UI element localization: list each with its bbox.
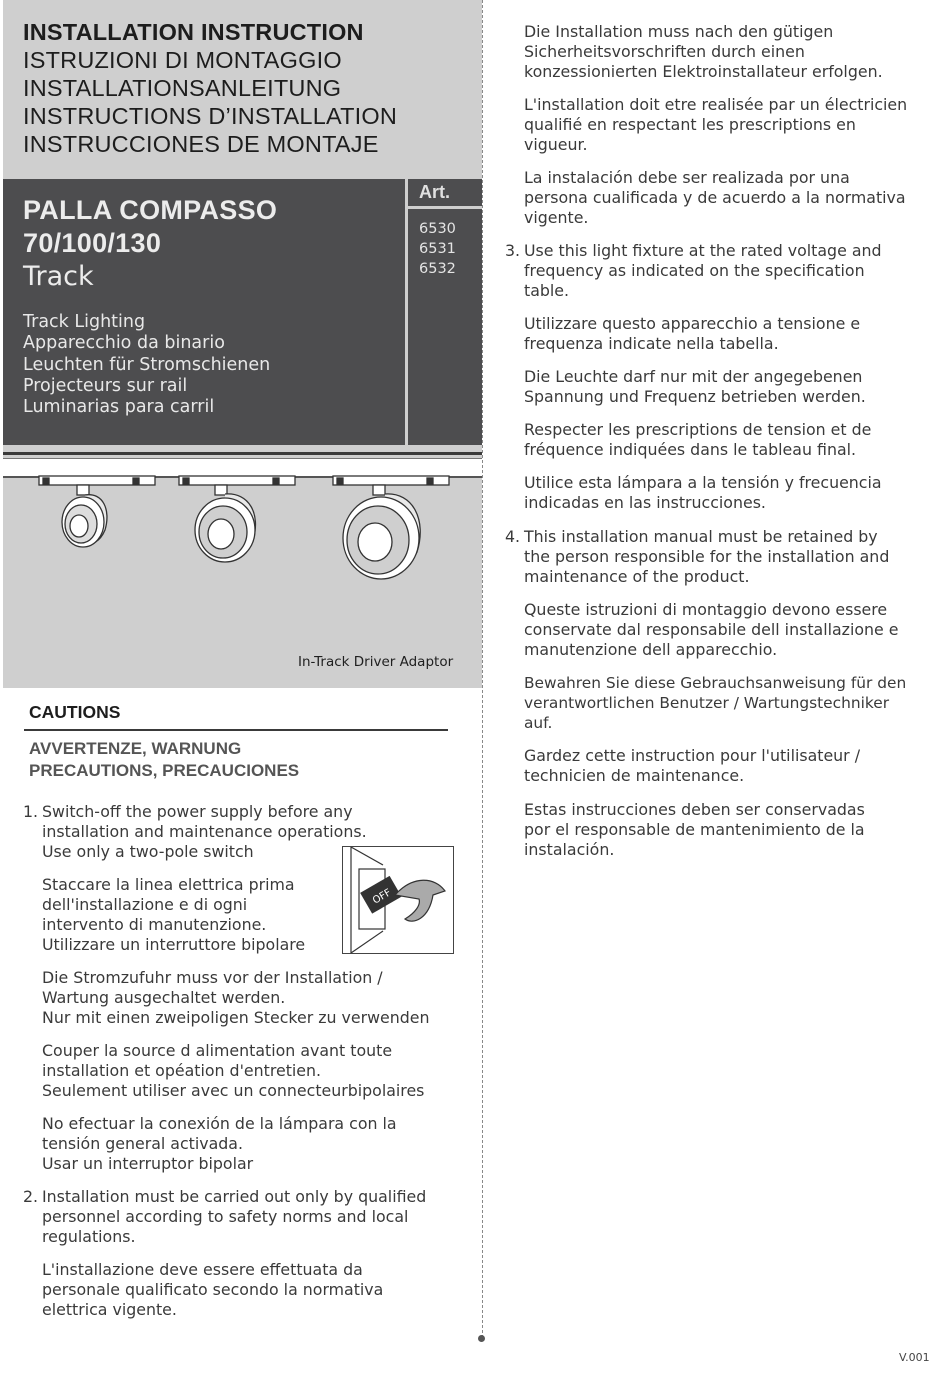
caution-paragraph [42, 802, 367, 862]
text-line: frequenza indicate nella tabella. [524, 334, 779, 353]
caution-paragraph [524, 473, 882, 513]
text-line: Gardez cette instruction pour l'utilisateur / [524, 746, 861, 765]
fixture-small [39, 476, 155, 547]
text-line: L'installation doit etre realisée par un électricien [524, 95, 908, 114]
text-line: Respecter les prescriptions de tension et de [524, 420, 872, 439]
caution-paragraph [42, 1041, 424, 1101]
product-name-line2: 70/100/130 [23, 228, 162, 258]
fixture-large [333, 476, 449, 579]
text-line: Die Leuchte darf nur mit der angegebenen [524, 367, 863, 386]
text-line: vigueur. [524, 135, 588, 154]
caution-paragraph [524, 673, 906, 733]
text-line: konzessionierten Elektroinstallateur erfolgen. [524, 62, 883, 81]
art-number: 6530 [419, 221, 456, 237]
art-underline [408, 206, 482, 209]
caution-paragraph [42, 1114, 397, 1174]
text-line: No efectuar la conexión de la lámpara con la [42, 1114, 397, 1133]
caution-paragraph [524, 420, 871, 460]
text-line: manutenzione dell apparecchio. [524, 640, 778, 659]
text-line: Use only a two-pole switch [42, 842, 254, 861]
text-line: Spannung und Frequenz betrieben werden. [524, 387, 866, 406]
text-line: This installation manual must be retained by [524, 527, 878, 546]
art-label: Art. [419, 182, 450, 202]
text-line: installation and maintenance operations. [42, 822, 367, 841]
adaptor-label: In-Track Driver Adaptor [298, 654, 454, 670]
product-name [23, 194, 277, 293]
switch-off-illustration [342, 846, 454, 954]
text-line: Die Installation muss nach den gütigen [524, 22, 834, 41]
caution-paragraph [42, 1187, 426, 1247]
text-line: Usar un interruptor bipolar [42, 1154, 254, 1173]
caution-paragraph [524, 600, 898, 660]
text-line: Couper la source d alimentation avant toute [42, 1041, 393, 1060]
caution-paragraph [524, 22, 883, 82]
text-line: Use this light fixture at the rated voltage and [524, 241, 882, 260]
text-line: Seulement utiliser avec un connecteurbipolaires [42, 1081, 425, 1100]
text-line: personale qualificato secondo la normativa [42, 1280, 384, 1299]
caution-paragraph [524, 746, 860, 786]
text-line: conservate dal responsabile dell installazione e [524, 620, 899, 639]
text-line: Nur mit einen zweipoligen Stecker zu verwenden [42, 1008, 430, 1027]
art-divider [405, 179, 408, 445]
text-line: elettrica vigente. [42, 1300, 177, 1319]
text-line: frequency as indicated on the specification [524, 261, 865, 280]
caution-paragraph [42, 1260, 383, 1320]
fixture-medium [179, 476, 295, 562]
caution-paragraph [524, 314, 860, 354]
divider-dot [478, 1335, 485, 1342]
text-line: table. [524, 281, 570, 300]
art-number-list [419, 219, 456, 279]
text-line: auf. [524, 714, 553, 732]
text-line: the person responsible for the installation and [524, 547, 890, 566]
text-line: qualifié en respectant les prescriptions en [524, 115, 856, 134]
text-line: maintenance of the product. [524, 567, 750, 586]
product-type: Track [23, 261, 94, 292]
text-line: Utilice esta lámpara a la tensión y frecuencia [524, 473, 882, 492]
text-line: Queste istruzioni di montaggio devono essere [524, 600, 888, 619]
fixtures-illustration [3, 470, 482, 600]
caution-paragraph [42, 875, 305, 955]
title-block [23, 18, 463, 158]
product-description: Luminarias para carril [23, 397, 215, 418]
column-divider [482, 0, 483, 1338]
text-line: Utilizzare questo apparecchio a tensione e [524, 314, 861, 333]
title-en: INSTALLATION INSTRUCTION [23, 19, 364, 45]
title-fr: INSTRUCTIONS D’INSTALLATION [23, 103, 398, 129]
text-line: vigente. [524, 208, 589, 227]
text-line: Wartung ausgechaltet werden. [42, 988, 286, 1007]
title-it: ISTRUZIONI DI MONTAGGIO [23, 47, 342, 73]
text-line: fréquence indiquées dans le tableau final. [524, 440, 857, 459]
text-line: tensión general activada. [42, 1134, 244, 1153]
track-rail-line [3, 452, 482, 455]
text-line: Installation must be carried out only by qualified [42, 1187, 427, 1206]
text-line: personnel according to safety norms and local [42, 1207, 409, 1226]
art-number: 6531 [419, 241, 456, 257]
text-line: verantwortlichen Benutzer / Wartungstechniker [524, 694, 890, 712]
switch-off-label: OFF [370, 887, 394, 907]
caution-paragraph [524, 241, 882, 301]
cautions-subheading-line: PRECAUTIONS, PRECAUCIONES [29, 761, 300, 780]
text-line: installation et opéation d'entretien. [42, 1061, 322, 1080]
version-label: V.001 [899, 1351, 930, 1364]
cautions-rule [24, 729, 448, 731]
caution-paragraph [524, 527, 889, 587]
text-line: persona cualificada y de acuerdo a la normativa [524, 188, 906, 207]
text-line: Staccare la linea elettrica prima [42, 875, 295, 894]
cautions-subheading [29, 738, 299, 782]
text-line: L'installazione deve essere effettuata da [42, 1260, 363, 1279]
text-line: Switch-off the power supply before any [42, 802, 353, 821]
text-line: dell'installazione e di ogni [42, 895, 248, 914]
product-description: Leuchten für Stromschienen [23, 354, 271, 375]
text-line: por el responsable de mantenimiento de la [524, 820, 865, 839]
product-descriptions [23, 312, 270, 418]
item-number: 2. [23, 1187, 39, 1206]
title-de: INSTALLATIONSANLEITUNG [23, 75, 342, 101]
caution-paragraph [524, 168, 906, 228]
product-box [3, 179, 482, 445]
caution-paragraph [524, 800, 865, 860]
text-line: intervento di manutenzione. [42, 915, 267, 934]
text-line: instalación. [524, 840, 615, 859]
art-number: 6532 [419, 261, 456, 277]
text-line: regulations. [42, 1227, 136, 1246]
item-number: 4. [505, 527, 521, 546]
text-line: Die Stromzufuhr muss vor der Installation / [42, 968, 383, 987]
caution-paragraph [524, 95, 907, 155]
product-name-line1: PALLA COMPASSO [23, 195, 278, 225]
cautions-subheading-line: AVVERTENZE, WARNUNG [29, 739, 242, 758]
text-line: Estas instrucciones deben ser conservadas [524, 800, 865, 819]
product-description: Track Lighting [23, 312, 146, 332]
product-description: Apparecchio da binario [23, 333, 225, 354]
text-line: Utilizzare un interruttore bipolare [42, 935, 306, 954]
product-description: Projecteurs sur rail [23, 375, 188, 396]
text-line: Bewahren Sie diese Gebrauchsanweisung für den [524, 674, 907, 692]
text-line: technicien de maintenance. [524, 766, 745, 785]
text-line: indicadas en las instrucciones. [524, 493, 766, 512]
cautions-heading: CAUTIONS [29, 702, 121, 722]
item-number: 1. [23, 802, 39, 821]
caution-paragraph [42, 968, 430, 1028]
caution-paragraph [524, 367, 866, 407]
text-line: La instalación debe ser realizada por una [524, 168, 850, 187]
text-line: Sicherheitsvorschriften durch einen [524, 42, 805, 61]
item-number: 3. [505, 241, 521, 260]
title-es: INSTRUCCIONES DE MONTAJE [23, 131, 379, 157]
